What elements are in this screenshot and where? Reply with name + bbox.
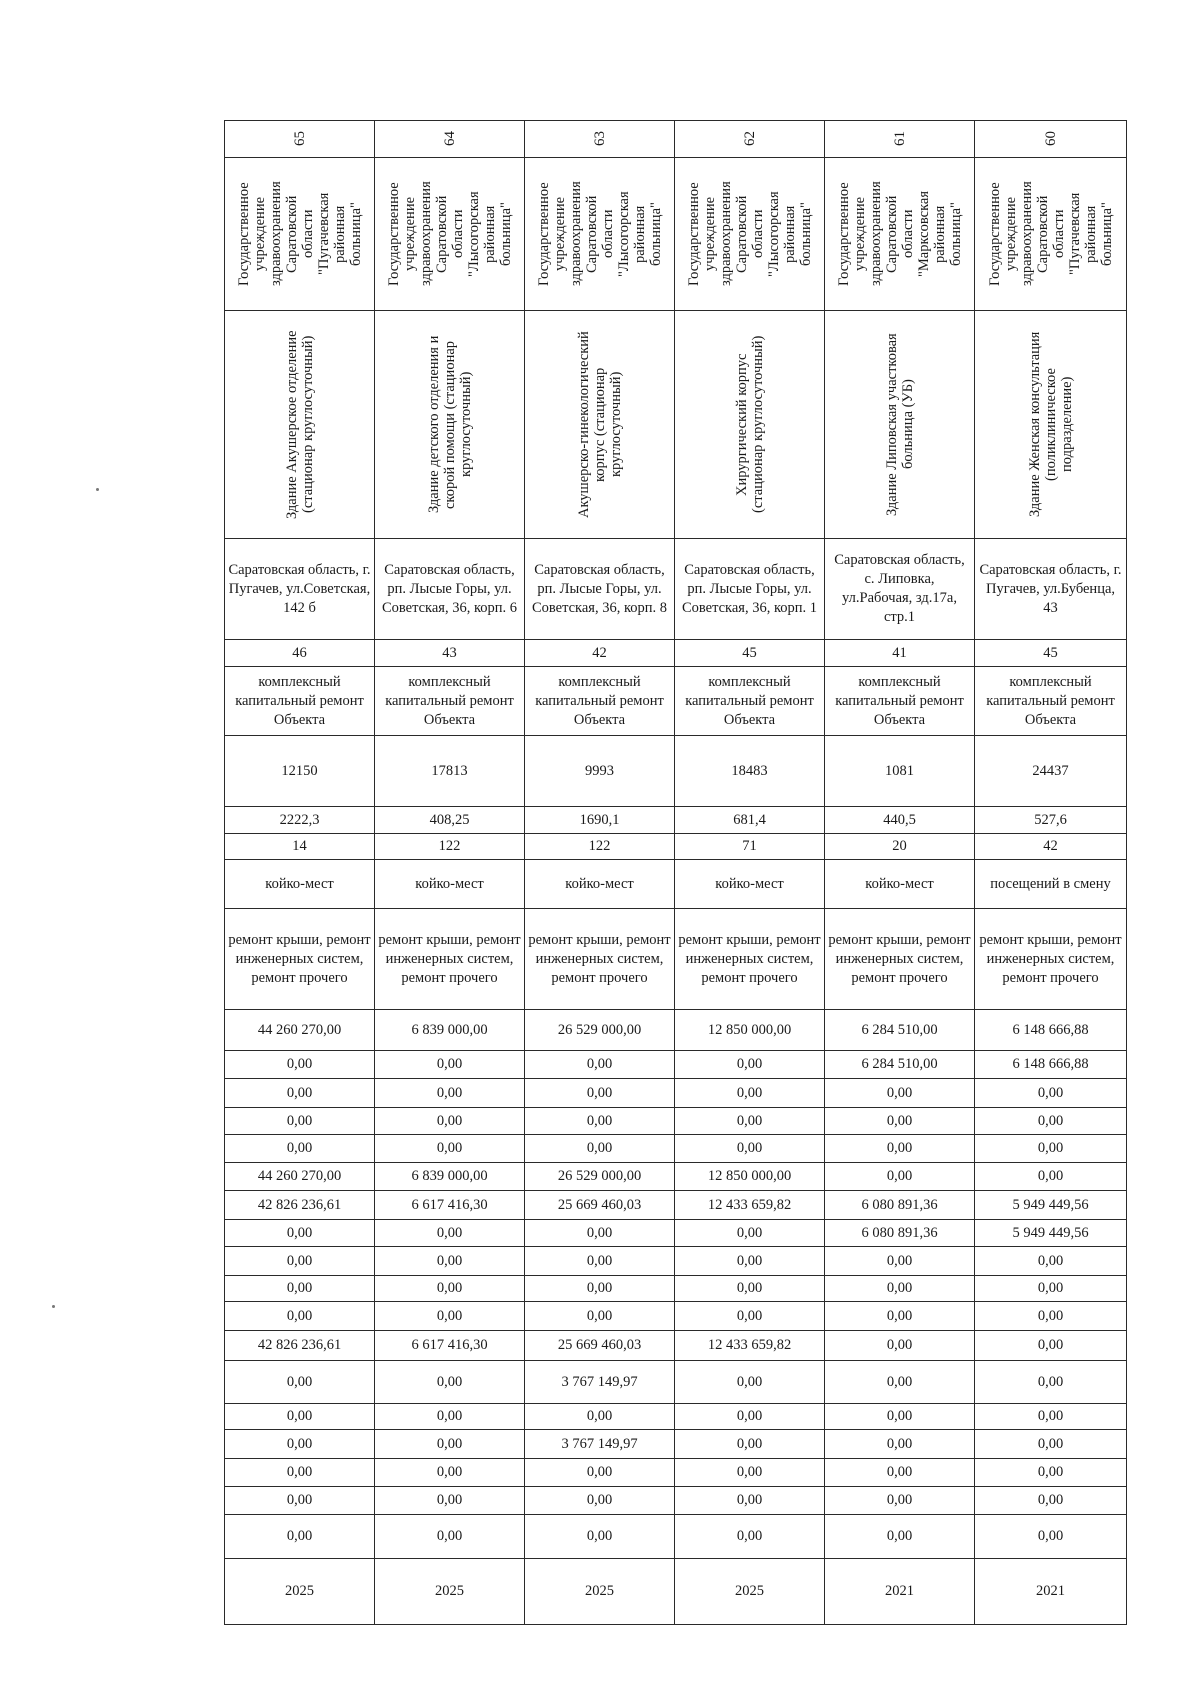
cost-value-14-cell: 0,00 <box>825 1430 975 1459</box>
row-number-cell <box>825 121 975 158</box>
cost-value-9-cell: 0,00 <box>675 1276 825 1302</box>
cost-value-9-cell: 0,00 <box>225 1276 375 1302</box>
table-row-code <box>225 640 1127 667</box>
table-row-object-name <box>225 311 1127 539</box>
organization-cell <box>825 158 975 311</box>
cost-value-8-cell: 0,00 <box>675 1247 825 1276</box>
cost-value-17-cell: 0,00 <box>975 1515 1127 1559</box>
table-row-capacity <box>225 807 1127 834</box>
organization-text: Государственное учреждение здравоохранения Саратовской области "Пугачевская районная больница" <box>235 181 364 287</box>
object-name-cell <box>525 311 675 539</box>
capacity-unit-cell: койко-мест <box>225 860 375 909</box>
cost-value-4-cell: 0,00 <box>225 1135 375 1163</box>
address-cell: Саратовская область, г. Пугачев, ул.Бубенца, 43 <box>975 539 1127 640</box>
cost-value-15-cell: 0,00 <box>975 1459 1127 1487</box>
cost-value-17-cell: 0,00 <box>825 1515 975 1559</box>
scan-speck <box>52 1305 55 1308</box>
row-number-text: 61 <box>891 131 908 147</box>
cost-value-11-cell: 0,00 <box>825 1331 975 1361</box>
cost-value-10-cell: 0,00 <box>675 1302 825 1331</box>
cost-value-7-cell: 6 080 891,36 <box>825 1220 975 1247</box>
capacity-value-cell: 42 <box>975 834 1127 860</box>
cost-value-8-cell: 0,00 <box>975 1247 1127 1276</box>
capacity-cell: 408,25 <box>375 807 525 834</box>
year-cell: 2021 <box>975 1559 1127 1625</box>
cost-value-14-cell: 3 767 149,97 <box>525 1430 675 1459</box>
cost-value-5-cell: 44 260 270,00 <box>225 1163 375 1191</box>
cost-value-2-cell: 0,00 <box>525 1079 675 1108</box>
work-type-cell: комплексный капитальный ремонт Объекта <box>375 667 525 736</box>
table-row-row-number <box>225 121 1127 158</box>
table-row-cost-value-2 <box>225 1079 1127 1108</box>
capacity-value-cell: 14 <box>225 834 375 860</box>
cost-value-0-cell: 44 260 270,00 <box>225 1010 375 1051</box>
cost-value-11-cell: 6 617 416,30 <box>375 1331 525 1361</box>
capacity-cell: 440,5 <box>825 807 975 834</box>
object-name-cell <box>225 311 375 539</box>
code-cell: 42 <box>525 640 675 667</box>
objects-table-body <box>225 121 1127 1625</box>
year-cell: 2025 <box>375 1559 525 1625</box>
cost-value-7-cell: 5 949 449,56 <box>975 1220 1127 1247</box>
capacity-value-cell: 20 <box>825 834 975 860</box>
work-type-cell: комплексный капитальный ремонт Объекта <box>975 667 1127 736</box>
capacity-cell: 527,6 <box>975 807 1127 834</box>
code-cell: 43 <box>375 640 525 667</box>
table-row-cost-value-7 <box>225 1220 1127 1247</box>
cost-value-7-cell: 0,00 <box>225 1220 375 1247</box>
row-number-text: 60 <box>1042 131 1059 147</box>
table-row-cost-value-8 <box>225 1247 1127 1276</box>
cost-value-11-cell: 42 826 236,61 <box>225 1331 375 1361</box>
cost-value-9-cell: 0,00 <box>375 1276 525 1302</box>
row-number-text: 64 <box>441 131 458 147</box>
cost-value-3-cell: 0,00 <box>225 1108 375 1135</box>
cost-value-10-cell: 0,00 <box>225 1302 375 1331</box>
code-cell: 41 <box>825 640 975 667</box>
object-name-cell <box>375 311 525 539</box>
cost-value-6-cell: 5 949 449,56 <box>975 1191 1127 1220</box>
cost-value-1-cell: 6 148 666,88 <box>975 1051 1127 1079</box>
cost-value-9-cell: 0,00 <box>525 1276 675 1302</box>
area-cell: 9993 <box>525 736 675 807</box>
cost-value-0-cell: 12 850 000,00 <box>675 1010 825 1051</box>
object-name-text: Здание Женская консультация (поликлиническое подразделение) <box>1026 331 1075 518</box>
cost-value-14-cell: 0,00 <box>375 1430 525 1459</box>
cost-value-2-cell: 0,00 <box>675 1079 825 1108</box>
work-type-cell: комплексный капитальный ремонт Объекта <box>825 667 975 736</box>
organization-text: Государственное учреждение здравоохранения Саратовской области "Лысогорская районная больница" <box>685 181 814 287</box>
table-row-year <box>225 1559 1127 1625</box>
works-list-cell: ремонт крыши, ремонт инженерных систем, ремонт прочего <box>825 909 975 1010</box>
object-name-text: Хирургический корпус (стационар круглосуточный) <box>733 335 766 514</box>
cost-value-17-cell: 0,00 <box>525 1515 675 1559</box>
object-name-text: Акушерско-гинекологический корпус (стационар круглосуточный) <box>575 331 624 518</box>
cost-value-5-cell: 6 839 000,00 <box>375 1163 525 1191</box>
cost-value-14-cell: 0,00 <box>675 1430 825 1459</box>
cost-value-10-cell: 0,00 <box>825 1302 975 1331</box>
table-row-cost-value-4 <box>225 1135 1127 1163</box>
cost-value-0-cell: 6 284 510,00 <box>825 1010 975 1051</box>
cost-value-1-cell: 0,00 <box>525 1051 675 1079</box>
capacity-value-cell: 122 <box>375 834 525 860</box>
cost-value-15-cell: 0,00 <box>525 1459 675 1487</box>
cost-value-7-cell: 0,00 <box>375 1220 525 1247</box>
cost-value-13-cell: 0,00 <box>675 1404 825 1430</box>
capacity-value-cell: 71 <box>675 834 825 860</box>
cost-value-11-cell: 0,00 <box>975 1331 1127 1361</box>
row-number-text: 65 <box>291 131 308 147</box>
cost-value-16-cell: 0,00 <box>675 1487 825 1515</box>
cost-value-15-cell: 0,00 <box>675 1459 825 1487</box>
organization-text: Государственное учреждение здравоохранения Саратовской области "Марксовская районная больница" <box>835 181 964 287</box>
cost-value-5-cell: 0,00 <box>975 1163 1127 1191</box>
cost-value-9-cell: 0,00 <box>975 1276 1127 1302</box>
cost-value-16-cell: 0,00 <box>825 1487 975 1515</box>
code-cell: 45 <box>675 640 825 667</box>
cost-value-3-cell: 0,00 <box>825 1108 975 1135</box>
table-row-works-list <box>225 909 1127 1010</box>
cost-value-4-cell: 0,00 <box>825 1135 975 1163</box>
cost-value-11-cell: 12 433 659,82 <box>675 1331 825 1361</box>
objects-table <box>224 120 1127 1625</box>
capacity-unit-cell: койко-мест <box>375 860 525 909</box>
cost-value-0-cell: 6 839 000,00 <box>375 1010 525 1051</box>
cost-value-17-cell: 0,00 <box>675 1515 825 1559</box>
object-name-text: Здание Липовская участковая больница (УБ) <box>883 333 916 516</box>
area-cell: 18483 <box>675 736 825 807</box>
organization-text: Государственное учреждение здравоохранения Саратовской области "Лысогорская районная больница" <box>535 181 664 287</box>
object-name-cell <box>975 311 1127 539</box>
year-cell: 2025 <box>225 1559 375 1625</box>
organization-cell <box>675 158 825 311</box>
cost-value-13-cell: 0,00 <box>225 1404 375 1430</box>
cost-value-9-cell: 0,00 <box>825 1276 975 1302</box>
capacity-cell: 1690,1 <box>525 807 675 834</box>
organization-cell <box>225 158 375 311</box>
cost-value-2-cell: 0,00 <box>825 1079 975 1108</box>
cost-value-14-cell: 0,00 <box>975 1430 1127 1459</box>
table-row-cost-value-3 <box>225 1108 1127 1135</box>
table-row-capacity-unit <box>225 860 1127 909</box>
table-row-cost-value-16 <box>225 1487 1127 1515</box>
table-row-cost-value-11 <box>225 1331 1127 1361</box>
works-list-cell: ремонт крыши, ремонт инженерных систем, ремонт прочего <box>375 909 525 1010</box>
capacity-value-cell: 122 <box>525 834 675 860</box>
table-row-work-type <box>225 667 1127 736</box>
table-row-cost-value-13 <box>225 1404 1127 1430</box>
cost-value-5-cell: 26 529 000,00 <box>525 1163 675 1191</box>
work-type-cell: комплексный капитальный ремонт Объекта <box>675 667 825 736</box>
row-number-cell <box>975 121 1127 158</box>
organization-text: Государственное учреждение здравоохранения Саратовской области "Лысогорская районная больница" <box>385 181 514 287</box>
year-cell: 2025 <box>675 1559 825 1625</box>
cost-value-2-cell: 0,00 <box>375 1079 525 1108</box>
table-row-address <box>225 539 1127 640</box>
works-list-cell: ремонт крыши, ремонт инженерных систем, ремонт прочего <box>975 909 1127 1010</box>
area-cell: 24437 <box>975 736 1127 807</box>
cost-value-10-cell: 0,00 <box>975 1302 1127 1331</box>
cost-value-12-cell: 0,00 <box>375 1361 525 1404</box>
year-cell: 2025 <box>525 1559 675 1625</box>
organization-cell <box>375 158 525 311</box>
cost-value-17-cell: 0,00 <box>225 1515 375 1559</box>
row-number-cell <box>375 121 525 158</box>
cost-value-5-cell: 12 850 000,00 <box>675 1163 825 1191</box>
cost-value-16-cell: 0,00 <box>225 1487 375 1515</box>
code-cell: 46 <box>225 640 375 667</box>
table-row-cost-value-6 <box>225 1191 1127 1220</box>
cost-value-6-cell: 6 617 416,30 <box>375 1191 525 1220</box>
object-name-cell <box>825 311 975 539</box>
organization-cell <box>975 158 1127 311</box>
capacity-cell: 2222,3 <box>225 807 375 834</box>
address-cell: Саратовская область, г. Пугачев, ул.Советская, 142 б <box>225 539 375 640</box>
cost-value-0-cell: 6 148 666,88 <box>975 1010 1127 1051</box>
table-row-cost-value-10 <box>225 1302 1127 1331</box>
address-cell: Саратовская область, рп. Лысые Горы, ул. Советская, 36, корп. 1 <box>675 539 825 640</box>
cost-value-15-cell: 0,00 <box>825 1459 975 1487</box>
cost-value-4-cell: 0,00 <box>675 1135 825 1163</box>
cost-value-2-cell: 0,00 <box>225 1079 375 1108</box>
address-cell: Саратовская область, с. Липовка, ул.Рабочая, зд.17а, стр.1 <box>825 539 975 640</box>
row-number-cell <box>525 121 675 158</box>
cost-value-6-cell: 12 433 659,82 <box>675 1191 825 1220</box>
cost-value-3-cell: 0,00 <box>975 1108 1127 1135</box>
cost-value-3-cell: 0,00 <box>375 1108 525 1135</box>
cost-value-7-cell: 0,00 <box>525 1220 675 1247</box>
area-cell: 17813 <box>375 736 525 807</box>
cost-value-17-cell: 0,00 <box>375 1515 525 1559</box>
capacity-unit-cell: посещений в смену <box>975 860 1127 909</box>
cost-value-10-cell: 0,00 <box>525 1302 675 1331</box>
table-row-area <box>225 736 1127 807</box>
cost-value-7-cell: 0,00 <box>675 1220 825 1247</box>
cost-value-8-cell: 0,00 <box>375 1247 525 1276</box>
cost-value-8-cell: 0,00 <box>525 1247 675 1276</box>
capacity-unit-cell: койко-мест <box>525 860 675 909</box>
object-name-text: Здание Акушерское отделение (стационар круглосуточный) <box>283 330 316 519</box>
table-row-organization <box>225 158 1127 311</box>
cost-value-0-cell: 26 529 000,00 <box>525 1010 675 1051</box>
cost-value-12-cell: 3 767 149,97 <box>525 1361 675 1404</box>
work-type-cell: комплексный капитальный ремонт Объекта <box>225 667 375 736</box>
cost-value-15-cell: 0,00 <box>375 1459 525 1487</box>
cost-value-16-cell: 0,00 <box>375 1487 525 1515</box>
code-cell: 45 <box>975 640 1127 667</box>
cost-value-1-cell: 0,00 <box>375 1051 525 1079</box>
row-number-text: 62 <box>741 131 758 147</box>
cost-value-16-cell: 0,00 <box>525 1487 675 1515</box>
capacity-unit-cell: койко-мест <box>825 860 975 909</box>
works-list-cell: ремонт крыши, ремонт инженерных систем, ремонт прочего <box>225 909 375 1010</box>
cost-value-13-cell: 0,00 <box>375 1404 525 1430</box>
cost-value-13-cell: 0,00 <box>825 1404 975 1430</box>
cost-value-15-cell: 0,00 <box>225 1459 375 1487</box>
scan-speck <box>96 488 99 491</box>
area-cell: 1081 <box>825 736 975 807</box>
cost-value-13-cell: 0,00 <box>525 1404 675 1430</box>
year-cell: 2021 <box>825 1559 975 1625</box>
cost-value-6-cell: 6 080 891,36 <box>825 1191 975 1220</box>
area-cell: 12150 <box>225 736 375 807</box>
object-name-cell <box>675 311 825 539</box>
works-list-cell: ремонт крыши, ремонт инженерных систем, ремонт прочего <box>525 909 675 1010</box>
cost-value-8-cell: 0,00 <box>825 1247 975 1276</box>
cost-value-6-cell: 25 669 460,03 <box>525 1191 675 1220</box>
cost-value-10-cell: 0,00 <box>375 1302 525 1331</box>
cost-value-12-cell: 0,00 <box>675 1361 825 1404</box>
cost-value-5-cell: 0,00 <box>825 1163 975 1191</box>
cost-value-12-cell: 0,00 <box>225 1361 375 1404</box>
cost-value-13-cell: 0,00 <box>975 1404 1127 1430</box>
cost-value-4-cell: 0,00 <box>975 1135 1127 1163</box>
cost-value-12-cell: 0,00 <box>975 1361 1127 1404</box>
table-row-cost-value-1 <box>225 1051 1127 1079</box>
cost-value-4-cell: 0,00 <box>375 1135 525 1163</box>
cost-value-14-cell: 0,00 <box>225 1430 375 1459</box>
address-cell: Саратовская область, рп. Лысые Горы, ул. Советская, 36, корп. 8 <box>525 539 675 640</box>
table-row-cost-value-0 <box>225 1010 1127 1051</box>
table-row-cost-value-17 <box>225 1515 1127 1559</box>
cost-value-1-cell: 0,00 <box>225 1051 375 1079</box>
organization-text: Государственное учреждение здравоохранения Саратовской области "Пугачевская районная больница" <box>986 181 1115 287</box>
capacity-unit-cell: койко-мест <box>675 860 825 909</box>
cost-value-6-cell: 42 826 236,61 <box>225 1191 375 1220</box>
work-type-cell: комплексный капитальный ремонт Объекта <box>525 667 675 736</box>
cost-value-8-cell: 0,00 <box>225 1247 375 1276</box>
cost-value-1-cell: 6 284 510,00 <box>825 1051 975 1079</box>
row-number-text: 63 <box>591 131 608 147</box>
cost-value-4-cell: 0,00 <box>525 1135 675 1163</box>
works-list-cell: ремонт крыши, ремонт инженерных систем, ремонт прочего <box>675 909 825 1010</box>
table-row-cost-value-14 <box>225 1430 1127 1459</box>
cost-value-3-cell: 0,00 <box>525 1108 675 1135</box>
organization-cell <box>525 158 675 311</box>
capacity-cell: 681,4 <box>675 807 825 834</box>
table-row-cost-value-9 <box>225 1276 1127 1302</box>
table-row-cost-value-15 <box>225 1459 1127 1487</box>
object-name-text: Здание детского отделения и скорой помощи (стационар круглосуточный) <box>425 335 474 514</box>
cost-value-12-cell: 0,00 <box>825 1361 975 1404</box>
address-cell: Саратовская область, рп. Лысые Горы, ул. Советская, 36, корп. 6 <box>375 539 525 640</box>
row-number-cell <box>225 121 375 158</box>
table-row-cost-value-12 <box>225 1361 1127 1404</box>
cost-value-2-cell: 0,00 <box>975 1079 1127 1108</box>
cost-value-16-cell: 0,00 <box>975 1487 1127 1515</box>
table-row-cost-value-5 <box>225 1163 1127 1191</box>
cost-value-3-cell: 0,00 <box>675 1108 825 1135</box>
cost-value-1-cell: 0,00 <box>675 1051 825 1079</box>
cost-value-11-cell: 25 669 460,03 <box>525 1331 675 1361</box>
table-row-capacity-value <box>225 834 1127 860</box>
row-number-cell <box>675 121 825 158</box>
